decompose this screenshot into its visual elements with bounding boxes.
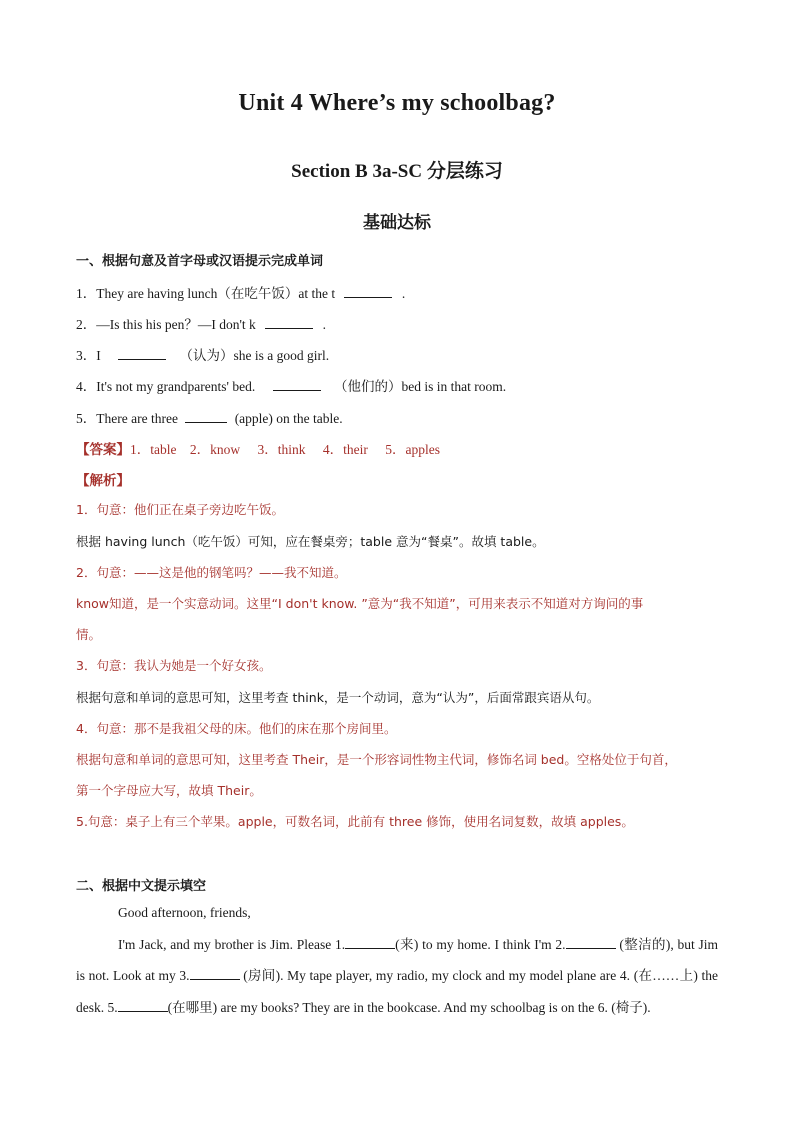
answer-item: 5．apples: [385, 442, 441, 457]
passage-greeting: Good afternoon, friends,: [118, 905, 251, 920]
question-1-tail: .: [401, 286, 406, 301]
analysis-line: 1．句意：他们正在桌子旁边吃午饭。: [76, 502, 284, 517]
answer-blank[interactable]: [265, 315, 313, 329]
passage-text: (在哪里) are my books? They are in the bookcase. And my schoolbag is on the 6.: [167, 999, 608, 1015]
passage-text: (在……上) the desk. 5.: [76, 968, 719, 1015]
answer-line: [76, 438, 720, 458]
answer-blank[interactable]: [118, 998, 168, 1012]
question-4-tail: （他们的）bed is in that room.: [333, 379, 507, 394]
level-heading: 基础达标: [363, 213, 431, 233]
analysis-line: 根据 having lunch（吃午饭）可知，应在餐桌旁；table 意为“餐桌”。故填 table。: [76, 534, 545, 549]
analysis-label-line: [76, 469, 720, 489]
question-2: [76, 313, 720, 333]
analysis-line: 4．句意：那不是我祖父母的床。他们的床在那个房间里。: [76, 721, 397, 736]
section-one-heading: 一、根据句意及首字母或汉语提示完成单词: [76, 254, 324, 269]
answer-blank[interactable]: [344, 284, 392, 298]
answer-blank[interactable]: [345, 935, 395, 949]
analysis-line: know知道，是一个实意动词。这里“I don't know. ”意为“我不知道”，可用来表示不知道对方询问的事: [76, 596, 644, 611]
answer-item: 1．table: [130, 442, 177, 457]
page-title: Unit 4 Where’s my schoolbag?: [238, 90, 556, 116]
question-1: [76, 282, 720, 302]
answer-blank[interactable]: [566, 935, 616, 949]
answer-blank[interactable]: [190, 966, 240, 980]
question-2-tail: .: [322, 317, 326, 332]
section-subtitle: Section B 3a-SC 分层练习: [291, 161, 503, 182]
passage-text: I'm Jack, and my brother is Jim. Please 1.: [118, 936, 346, 952]
analysis-line: 5.句意：桌子上有三个苹果。apple，可数名词，此前有 three 修饰，使用名词复数，故填 apples。: [76, 814, 634, 829]
question-2-text: 2．—Is this his pen？—I don't k: [76, 317, 256, 332]
passage-text: (椅子).: [611, 999, 651, 1015]
answer-item: 3．think: [257, 442, 306, 457]
answer-blank[interactable]: [118, 346, 166, 360]
question-4: [76, 375, 720, 395]
analysis-line: 3．句意：我认为她是一个好女孩。: [76, 658, 272, 673]
analysis-line: 情。: [76, 627, 102, 642]
passage-text: (来) to my home. I think I'm 2.: [395, 936, 566, 952]
question-3: [76, 344, 720, 364]
analysis-line: 第一个字母应大写，故填 Their。: [76, 783, 262, 798]
question-4-text: 4．It's not my grandparents' bed.: [76, 379, 256, 394]
analysis-label: 【解析】: [76, 473, 130, 489]
analysis-line: 根据句意和单词的意思可知，这里考查 Their，是一个形容词性物主代词，修饰名词 bed。空格处位于句首，: [76, 752, 677, 767]
answer-item: 2．know: [189, 442, 241, 457]
answer-blank[interactable]: [273, 377, 321, 391]
question-3-tail: （认为）she is a good girl.: [179, 348, 330, 363]
question-3-text: 3．I: [76, 348, 101, 363]
answer-blank[interactable]: [185, 409, 227, 423]
analysis-line: 根据句意和单词的意思可知，这里考查 think，是一个动词，意为“认为”，后面常跟宾语从句。: [76, 690, 600, 705]
question-5-text: 5．There are three: [76, 411, 178, 426]
answer-item: 4．their: [322, 442, 368, 457]
section-two-heading: 二、根据中文提示填空: [76, 879, 207, 894]
passage-text: (房间). My tape player, my radio, my clock and my model plane are 4.: [243, 968, 631, 983]
question-5: [76, 407, 720, 427]
answer-label: 【答案】: [76, 442, 130, 458]
passage-body: [76, 929, 718, 1024]
question-1-text: 1．They are having lunch（在吃午饭）at the t: [76, 286, 336, 301]
question-5-tail: (apple) on the table.: [234, 411, 343, 426]
passage: [76, 897, 718, 1023]
passage-text: (整洁的), but Jim is not. Look at my 3.: [76, 936, 718, 983]
analysis-line: 2．句意：——这是他的钢笔吗？——我不知道。: [76, 565, 347, 580]
